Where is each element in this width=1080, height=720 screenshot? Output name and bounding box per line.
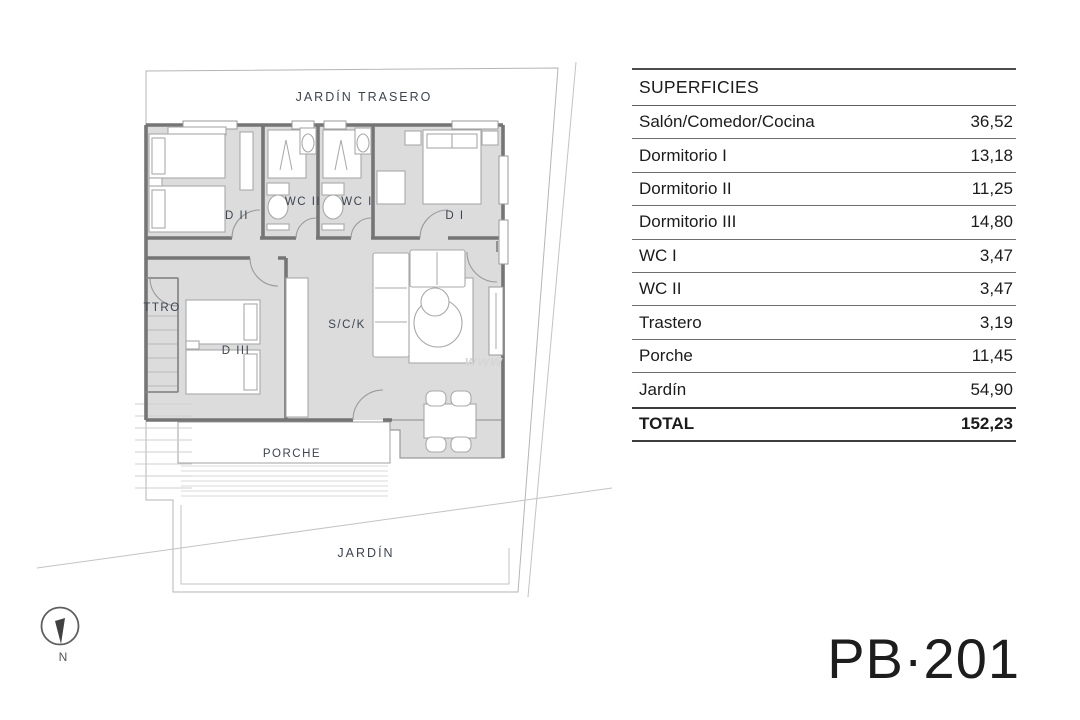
row-label: WC I	[639, 245, 677, 265]
row-label: Jardín	[639, 379, 687, 399]
north-compass	[42, 608, 79, 665]
watermark: www	[464, 353, 504, 370]
row-label: Dormitorio II	[639, 178, 732, 198]
surfaces-table	[632, 68, 1016, 442]
label-porch: PORCHE	[262, 448, 322, 460]
row-value: 3,19	[979, 312, 1013, 332]
table-row-porche	[632, 340, 1016, 373]
row-value: 3,47	[979, 279, 1013, 299]
label-storage: TTRO	[143, 302, 181, 314]
row-label: Porche	[639, 345, 693, 365]
toilet	[322, 183, 344, 195]
label-wc1: WC I	[341, 196, 373, 208]
table-row-wc1	[632, 240, 1016, 273]
table-row-wc2	[632, 273, 1016, 306]
table-row-salon	[632, 106, 1016, 139]
dining-table	[424, 404, 476, 438]
row-value: 3,47	[979, 245, 1013, 265]
table-row-dormitorio2	[632, 173, 1016, 206]
label-bedroom1: D I	[445, 210, 465, 222]
row-label: WC II	[639, 279, 682, 299]
plan-code: PB·201	[827, 627, 1020, 690]
surfaces-table-header: SUPERFICIES	[632, 70, 1016, 106]
label-bedroom2: D II	[225, 210, 249, 222]
label-back-garden: JARDÍN TRASERO	[295, 90, 433, 104]
porch-hatch	[181, 466, 388, 496]
total-label: TOTAL	[639, 414, 695, 434]
row-value: 13,18	[970, 145, 1013, 165]
row-value: 11,25	[971, 178, 1013, 198]
row-value: 14,80	[970, 212, 1013, 232]
kitchen-counter	[286, 278, 308, 417]
table-row-trastero	[632, 306, 1016, 339]
label-living: S/C/K	[328, 319, 366, 331]
table-row-total	[632, 407, 1016, 440]
table-row-jardin	[632, 373, 1016, 406]
row-value: 11,45	[971, 345, 1013, 365]
table-row-dormitorio1	[632, 139, 1016, 172]
row-value: 54,90	[970, 379, 1013, 399]
storage-room	[146, 278, 178, 392]
label-garden: JARDÍN	[337, 546, 395, 560]
total-value: 152,23	[961, 414, 1013, 434]
label-bedroom3: D III	[221, 345, 251, 357]
row-value: 36,52	[970, 112, 1013, 132]
row-label: Salón/Comedor/Cocina	[639, 112, 815, 132]
table-row-dormitorio3	[632, 206, 1016, 239]
sofa	[373, 253, 409, 357]
compass-north-label: N	[58, 650, 68, 664]
toilet	[267, 183, 289, 195]
row-label: Trastero	[639, 312, 702, 332]
row-label: Dormitorio III	[639, 212, 737, 232]
label-wc2: WC II	[284, 196, 322, 208]
row-label: Dormitorio I	[639, 145, 727, 165]
compass-needle-icon	[55, 618, 65, 644]
